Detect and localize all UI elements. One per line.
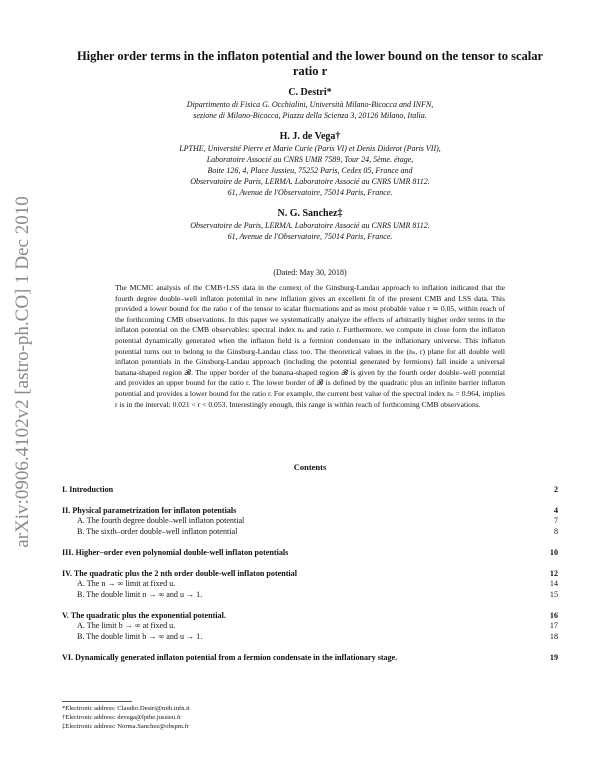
paper-title: Higher order terms in the inflaton potential and the lower bound on the tensor to scalar ratio r — [76, 49, 544, 78]
toc-section[interactable] — [62, 547, 558, 558]
affiliation-line: 61, Avenue de l'Observatoire, 75014 Paris, France. — [227, 188, 393, 197]
toc-section-label: VI. Dynamically generated inflaton potential from a fermion condensate in the inflationary stage. — [62, 653, 398, 662]
affiliation-line: Dipartimento di Fisica G. Occhialini, Università Milano-Bicocca and INFN, — [186, 100, 434, 109]
contents-heading: Contents — [293, 462, 327, 472]
toc-subsection[interactable] — [62, 590, 558, 601]
affiliation-line: Boite 126, 4, Place Jussieu, 75252 Paris, Cedex 05, France and — [207, 166, 413, 175]
toc-section-page: 19 — [549, 653, 558, 662]
toc-subsection-label: B. The double limit b → ∞ and u → 1. — [77, 631, 203, 641]
paper-date: (Dated: May 30, 2018) — [273, 268, 347, 277]
footnote: †Electronic address: devega@lpthe.jussieu.fr — [62, 714, 182, 722]
toc-subsection-label: B. The sixth–order double–well inflaton potential — [77, 526, 238, 536]
toc-section-label: III. Higher–order even polynomial double-well inflaton potentials — [62, 548, 289, 557]
toc-section[interactable] — [62, 610, 558, 621]
toc-subsection-page: 18 — [549, 631, 558, 641]
toc-section-page: 2 — [553, 485, 558, 494]
affiliation-line: sezione di Milano-Bicocca, Piazza della Scienza 3, 20126 Milano, Italia. — [193, 111, 427, 120]
toc-section-page: 16 — [549, 611, 558, 620]
toc-subsection-label: A. The n → ∞ limit at fixed u. — [77, 579, 176, 588]
toc-subsection-label: B. The double limit n → ∞ and u → 1. — [77, 589, 203, 599]
toc-subsection[interactable] — [62, 516, 558, 527]
toc-section[interactable] — [62, 505, 558, 516]
affiliation-line: LPTHE, Université Pierre et Marie Curie (Paris VI) et Denis Diderot (Paris VII), — [179, 144, 441, 153]
toc-subsection[interactable] — [62, 579, 558, 590]
toc-section-label: V. The quadratic plus the exponential potential. — [62, 611, 226, 620]
affiliation-line: 61, Avenue de l'Observatoire, 75014 Paris, France. — [227, 232, 393, 241]
footnotes — [62, 704, 552, 732]
footnote-divider — [62, 701, 132, 702]
arxiv-identifier: arXiv:0906.4102v2 [astro-ph.CO] 1 Dec 2010 — [12, 196, 33, 548]
affiliation-line: Laboratoire Associé au CNRS UMR 7589, Tour 24, 5ème. étage, — [206, 155, 414, 164]
toc-subsection-page: 17 — [549, 621, 558, 630]
affiliation-line: Observatoire de Paris, LERMA. Laboratoire Associé au CNRS UMR 8112. — [190, 221, 430, 230]
author-2-name: H. J. de Vega† — [279, 131, 341, 142]
arxiv-sidebar-stamp — [8, 172, 38, 572]
author-1-name: C. Destri* — [288, 87, 332, 98]
toc-subsection[interactable] — [62, 527, 558, 538]
toc-subsection-page: 14 — [549, 579, 558, 588]
affiliation-line: Observatoire de Paris, LERMA. Laboratoire Associé au CNRS UMR 8112. — [190, 177, 430, 186]
author-3-affiliation — [70, 220, 550, 242]
toc-section-label: II. Physical parametrization for inflaton potentials — [62, 506, 237, 515]
toc-subsection-page: 8 — [553, 526, 558, 536]
footnote: ‡Electronic address: Norma.Sanchez@obspm.fr — [62, 723, 189, 731]
toc-section[interactable] — [62, 652, 558, 663]
toc-section-page: 4 — [553, 506, 558, 515]
author-3-name: N. G. Sanchez‡ — [277, 208, 343, 219]
footnote: *Electronic address: Claudio.Destri@mib.infn.it — [62, 705, 190, 712]
toc-section-page: 10 — [549, 548, 558, 557]
toc-subsection[interactable] — [62, 621, 558, 632]
toc-section[interactable] — [62, 484, 558, 495]
toc-section[interactable] — [62, 568, 558, 579]
table-of-contents — [62, 484, 558, 663]
toc-section-label: IV. The quadratic plus the 2 nth order double-well inflaton potential — [62, 569, 297, 578]
toc-section-label: I. Introduction — [62, 485, 114, 494]
toc-subsection-page: 7 — [553, 516, 558, 525]
toc-subsection-label: A. The fourth degree double–well inflaton potential — [77, 516, 245, 525]
toc-subsection-page: 15 — [549, 589, 558, 599]
author-1-affiliation — [70, 99, 550, 121]
author-2-affiliation — [70, 143, 550, 198]
toc-subsection-label: A. The limit b → ∞ at fixed u. — [77, 621, 176, 630]
abstract: The MCMC analysis of the CMB+LSS data in the context of the Ginsburg-Landau approach to inflation indicated that the fourth degree double–well inflaton potential in new inflation gives an excellent fit of the present CMB and LSS data. This provided a lower bound for the ratio r of the tensor to scalar fluctuations and as most probable value r ≃ 0.05, within reach of the forthcoming CMB observations. In this paper we systematically analyze the effects of arbitrarily higher order terms in the inflaton potential on the CMB observables: spectral index nₛ and ratio r. Furthermore, we compute in close form the inflaton potential dynamically generated when the inflaton field is a fermion condensate in the inflationary universe. This inflaton potential turns out to belong to the Ginsburg-Landau class too. The theoretical values in the (nₛ, r) plane for all double well inflaton potentials in the Ginsburg-Landau approach (including the potential generated by fermions) fall inside a universal banana-shaped region 𝓑. The upper border of the banana-shaped region 𝓑 is given by the fourth order double–well potential and provides an upper bound for the ratio r. The lower border of 𝓑 is defined by the quadratic plus an infinite barrier inflaton potential and provides a lower bound for the ratio r. For example, the current best value of the spectral index nₛ = 0.964, implies r is in the interval: 0.021 < r < 0.053. Interestingly enough, this range is within reach of forthcoming CMB observations. — [115, 283, 505, 409]
toc-subsection[interactable] — [62, 632, 558, 643]
toc-section-page: 12 — [549, 569, 558, 578]
